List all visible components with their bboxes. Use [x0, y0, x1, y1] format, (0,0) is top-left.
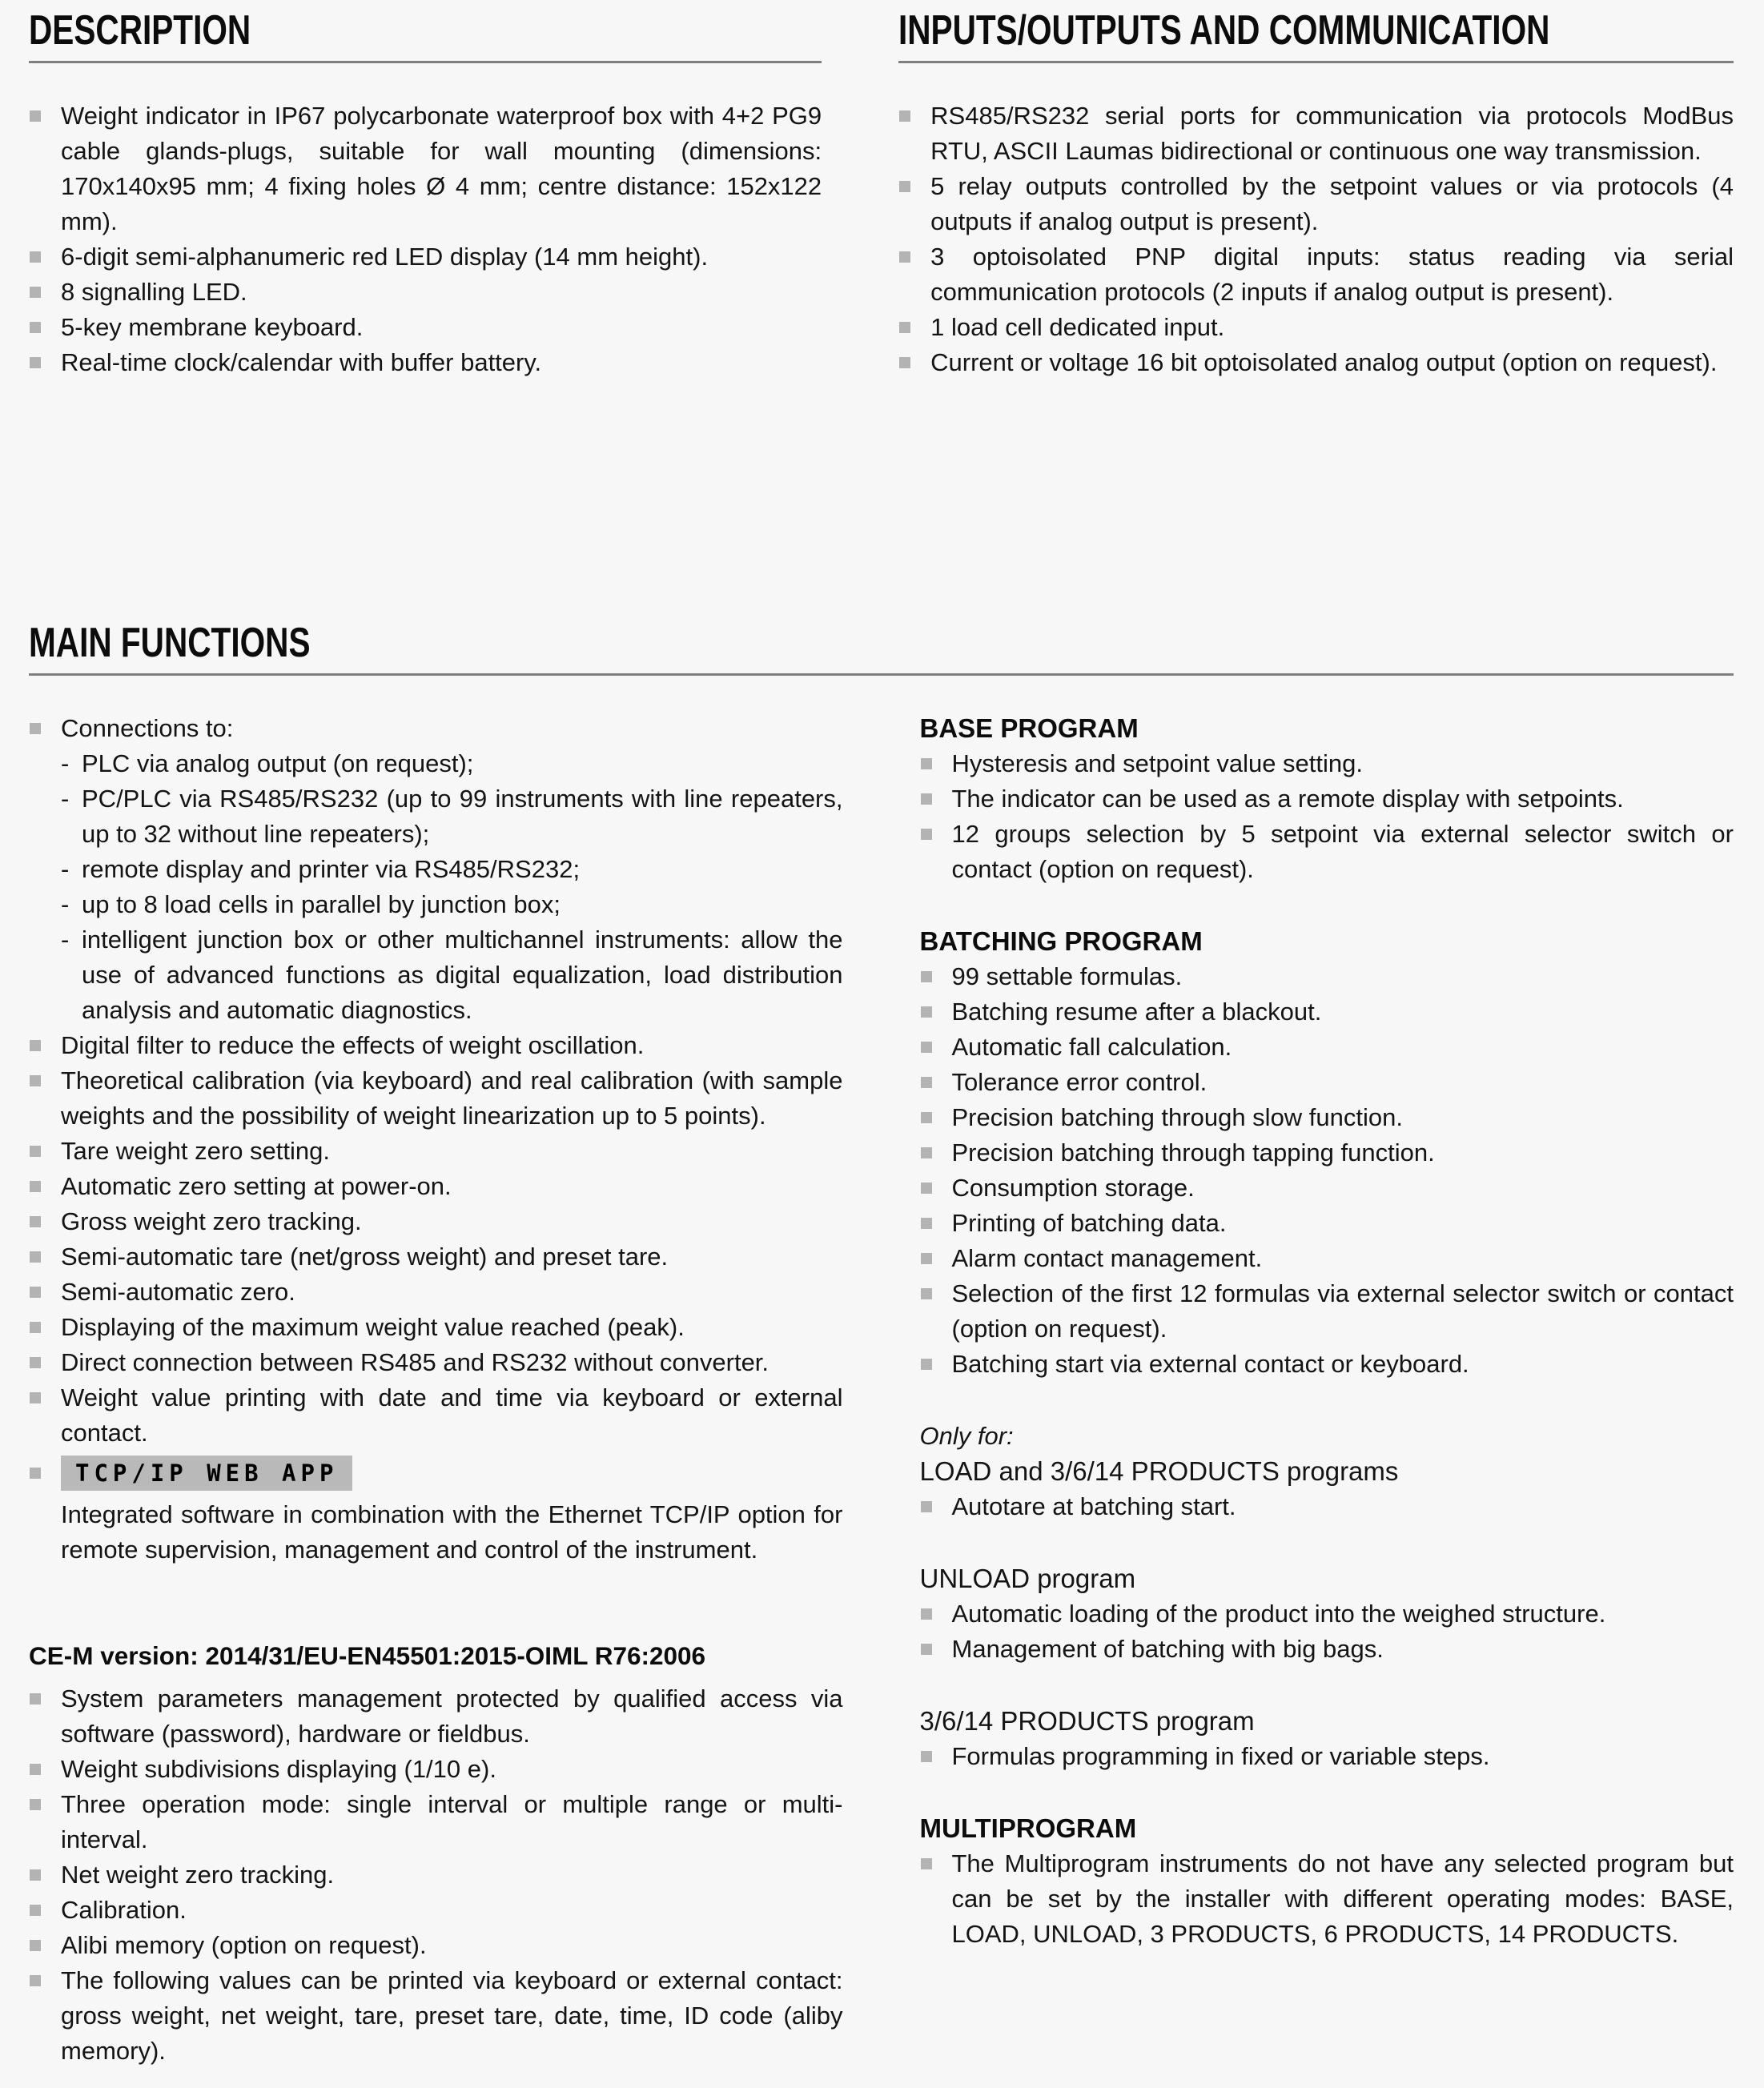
description-list	[29, 98, 822, 380]
item-text: Real-time clock/calendar with buffer battery.	[61, 348, 542, 376]
list-item	[920, 1206, 1734, 1241]
item-text: Automatic fall calculation.	[951, 1033, 1232, 1061]
item-text: 3 optoisolated PNP digital inputs: status reading via serial communication protocols (2 inputs if analog output is present).	[930, 243, 1734, 306]
sub-list-item	[61, 746, 843, 781]
multiprogram-list	[920, 1846, 1734, 1952]
multiprogram-group	[920, 1811, 1734, 1952]
unload-program-title: UNLOAD program	[919, 1564, 1136, 1593]
bullet-square-icon	[30, 723, 41, 734]
bullet-square-icon	[921, 1218, 932, 1229]
item-text: Current or voltage 16 bit optoisolated analog output (option on request).	[930, 348, 1718, 376]
bullet-square-icon	[30, 1146, 41, 1157]
bullet-square-icon	[899, 251, 910, 263]
item-text: PLC via analog output (on request);	[82, 749, 474, 777]
bullet-square-icon	[921, 758, 932, 769]
item-text: 6-digit semi-alphanumeric red LED display (14 mm height).	[61, 243, 709, 271]
bullet-square-icon	[921, 829, 932, 840]
bullet-square-icon	[30, 1975, 41, 1986]
item-text: Three operation mode: single interval or multiple range or multi-interval.	[61, 1790, 843, 1853]
item-text: Semi-automatic zero.	[61, 1278, 295, 1306]
io-column	[898, 8, 1734, 380]
item-text: Integrated software in combination with the Ethernet TCP/IP option for remote supervision, management and control of the instrument.	[61, 1500, 843, 1564]
bullet-square-icon	[921, 1077, 932, 1088]
unload-program-group	[920, 1561, 1734, 1667]
base-program-title: BASE PROGRAM	[919, 713, 1139, 743]
batching-program-list	[920, 959, 1734, 1382]
bullet-square-icon	[899, 181, 910, 192]
list-item-webapp	[29, 1456, 843, 1568]
item-text: Weight subdivisions displaying (1/10 e).	[61, 1755, 496, 1783]
products-program-list	[920, 1739, 1734, 1774]
list-item	[29, 1028, 843, 1063]
bullet-square-icon	[921, 1147, 932, 1158]
item-text: Displaying of the maximum weight value reached (peak).	[61, 1313, 685, 1341]
list-item	[920, 1347, 1734, 1382]
list-item	[920, 1846, 1734, 1952]
list-item	[920, 1276, 1734, 1347]
bullet-square-icon	[30, 1287, 41, 1298]
bullet-square-icon	[921, 1858, 932, 1869]
main-functions-left-column	[29, 711, 843, 2069]
main-functions-columns	[29, 711, 1734, 2069]
io-list	[898, 98, 1734, 380]
item-text: Precision batching through tapping function.	[951, 1138, 1435, 1166]
item-text: Formulas programming in fixed or variable steps.	[951, 1742, 1490, 1770]
bullet-square-icon	[30, 1468, 41, 1479]
list-item	[29, 1380, 843, 1451]
products-program-group	[920, 1704, 1734, 1774]
list-item	[920, 1170, 1734, 1206]
bullet-square-icon	[30, 1940, 41, 1951]
list-item	[920, 959, 1734, 994]
main-functions-list	[29, 711, 843, 1568]
item-text: 8 signalling LED.	[61, 278, 247, 306]
item-text: System parameters management protected by qualified access via software (password), hardware or fieldbus.	[61, 1684, 843, 1748]
bullet-square-icon	[899, 357, 910, 368]
only-for-list	[920, 1489, 1734, 1524]
item-text: intelligent junction box or other multichannel instruments: allow the use of advanced functions as digital equalization, load distribution analysis and automatic diagnostics.	[82, 926, 843, 1024]
item-text: Batching start via external contact or keyboard.	[951, 1350, 1469, 1378]
list-item	[920, 1596, 1734, 1632]
bullet-square-icon	[30, 251, 41, 263]
bullet-square-icon	[30, 357, 41, 368]
item-text: Semi-automatic tare (net/gross weight) and preset tare.	[61, 1243, 669, 1271]
list-item	[898, 169, 1734, 239]
list-item	[920, 1030, 1734, 1065]
item-text: 5-key membrane keyboard.	[61, 313, 364, 341]
bullet-square-icon	[921, 1608, 932, 1620]
bullet-square-icon	[30, 287, 41, 298]
list-item	[29, 1134, 843, 1169]
list-item	[920, 746, 1734, 781]
item-text: PC/PLC via RS485/RS232 (up to 99 instruments with line repeaters, up to 32 without line repeaters);	[82, 785, 843, 848]
list-item	[898, 98, 1734, 169]
description-column	[29, 8, 822, 380]
list-item	[29, 1345, 843, 1380]
item-text: remote display and printer via RS485/RS232;	[82, 855, 581, 883]
bullet-square-icon	[921, 793, 932, 805]
sub-list-item	[61, 852, 843, 887]
item-text: Theoretical calibration (via keyboard) and real calibration (with sample weights and the possibility of weight linearization up to 5 points).	[61, 1066, 843, 1130]
list-item	[29, 98, 822, 239]
base-program-group	[920, 711, 1734, 887]
base-program-list	[920, 746, 1734, 887]
bullet-square-icon	[30, 1322, 41, 1333]
list-item	[29, 239, 822, 275]
list-item	[920, 1489, 1734, 1524]
item-text: Calibration.	[61, 1896, 187, 1924]
bullet-square-icon	[30, 1869, 41, 1881]
only-for-group	[920, 1419, 1734, 1524]
bullet-square-icon	[921, 1751, 932, 1762]
item-text: Hysteresis and setpoint value setting.	[951, 749, 1363, 777]
list-item	[29, 1681, 843, 1752]
list-item	[29, 1752, 843, 1787]
top-section	[29, 8, 1734, 380]
main-functions-right-column	[920, 711, 1734, 2069]
item-text: Direct connection between RS485 and RS232 without converter.	[61, 1348, 769, 1376]
tcpip-webapp-badge: TCP/IP WEB APP	[61, 1456, 352, 1491]
item-text: 5 relay outputs controlled by the setpoint values or via protocols (4 outputs if analog output is present).	[930, 172, 1734, 235]
item-text: Automatic zero setting at power-on.	[61, 1172, 452, 1200]
bullet-square-icon	[30, 322, 41, 333]
item-text: Alibi memory (option on request).	[61, 1931, 427, 1959]
sub-list-item	[61, 887, 843, 922]
list-item	[29, 345, 822, 380]
section-title-io: INPUTS/OUTPUTS AND COMMUNICATION	[898, 7, 1550, 54]
item-text: The Multiprogram instruments do not have any selected program but can be set by the installer with different operating modes: BASE, LOAD, UNLOAD, 3 PRODUCTS, 6 PRODUCTS, 14 PRODUCTS.	[951, 1849, 1734, 1948]
item-text: RS485/RS232 serial ports for communication via protocols ModBus RTU, ASCII Laumas bidirectional or continuous one way transmission.	[930, 102, 1734, 165]
item-text: Gross weight zero tracking.	[61, 1207, 362, 1235]
bullet-square-icon	[30, 1693, 41, 1705]
item-text: The following values can be printed via keyboard or external contact: gross weight, net weight, tare, preset tare, date, time, ID code (aliby memory).	[61, 1966, 843, 2065]
item-text: 1 load cell dedicated input.	[930, 313, 1225, 341]
bullet-square-icon	[899, 322, 910, 333]
item-text: Net weight zero tracking.	[61, 1861, 335, 1889]
list-item	[920, 1065, 1734, 1100]
item-text: 99 settable formulas.	[951, 962, 1183, 990]
list-item	[29, 1928, 843, 1963]
bullet-square-icon	[899, 110, 910, 122]
item-text: Precision batching through slow function.	[951, 1103, 1403, 1131]
item-text: Autotare at batching start.	[951, 1492, 1236, 1520]
bullet-square-icon	[921, 1253, 932, 1264]
list-item	[29, 1857, 843, 1893]
item-text: Digital filter to reduce the effects of weight oscillation.	[61, 1031, 645, 1059]
bullet-square-icon	[921, 1359, 932, 1370]
bullet-square-icon	[921, 1042, 932, 1053]
divider	[898, 61, 1734, 63]
list-item	[29, 275, 822, 310]
list-item	[29, 1204, 843, 1239]
list-item	[920, 781, 1734, 817]
multiprogram-title: MULTIPROGRAM	[919, 1813, 1137, 1843]
list-item	[29, 711, 843, 1028]
list-item	[29, 1963, 843, 2069]
io-content	[898, 98, 1734, 380]
bullet-square-icon	[921, 1006, 932, 1018]
bullet-square-icon	[921, 971, 932, 982]
only-for-title: LOAD and 3/6/14 PRODUCTS programs	[919, 1456, 1399, 1486]
section-title-main-functions: MAIN FUNCTIONS	[29, 620, 311, 666]
list-item	[29, 1310, 843, 1345]
bullet-square-icon	[30, 1251, 41, 1263]
item-text: Automatic loading of the product into the weighed structure.	[951, 1600, 1606, 1628]
list-item	[29, 1275, 843, 1310]
main-functions-section	[29, 620, 1734, 2069]
item-text: Alarm contact management.	[951, 1244, 1263, 1272]
list-item	[920, 817, 1734, 887]
sub-list-item	[61, 922, 843, 1028]
list-item	[920, 1632, 1734, 1667]
bullet-square-icon	[921, 1644, 932, 1655]
item-text: Batching resume after a blackout.	[951, 998, 1322, 1026]
section-title-description: DESCRIPTION	[29, 7, 251, 54]
item-text: Connections to:	[61, 714, 234, 742]
bullet-square-icon	[30, 1392, 41, 1403]
list-item	[29, 1893, 843, 1928]
bullet-square-icon	[30, 1905, 41, 1916]
list-item	[29, 1063, 843, 1134]
bullet-square-icon	[30, 1181, 41, 1192]
products-program-title: 3/6/14 PRODUCTS program	[919, 1706, 1255, 1736]
item-text: The indicator can be used as a remote display with setpoints.	[951, 785, 1624, 813]
bullet-square-icon	[921, 1183, 932, 1194]
bullet-square-icon	[921, 1112, 932, 1123]
list-item	[920, 1100, 1734, 1135]
bullet-square-icon	[30, 1357, 41, 1368]
connections-sublist	[29, 746, 843, 1028]
divider	[29, 673, 1734, 676]
list-item	[920, 994, 1734, 1030]
item-text: up to 8 load cells in parallel by junction box;	[82, 890, 561, 918]
list-item	[920, 1241, 1734, 1276]
bullet-square-icon	[30, 1040, 41, 1051]
list-item	[898, 239, 1734, 310]
item-text: Selection of the first 12 formulas via external selector switch or contact (option on request).	[951, 1279, 1734, 1343]
item-text: 12 groups selection by 5 setpoint via external selector switch or contact (option on request).	[951, 820, 1734, 883]
list-item	[898, 310, 1734, 345]
batching-program-group	[920, 924, 1734, 1382]
item-text: Tare weight zero setting.	[61, 1137, 331, 1165]
unload-program-list	[920, 1596, 1734, 1667]
item-text: Tolerance error control.	[951, 1068, 1207, 1096]
item-text: Printing of batching data.	[951, 1209, 1227, 1237]
divider	[29, 61, 822, 63]
list-item	[898, 345, 1734, 380]
cem-version-title: CE-M version: 2014/31/EU-EN45501:2015-OIML R76:2006	[29, 1641, 706, 1670]
bullet-square-icon	[30, 110, 41, 122]
item-text: Management of batching with big bags.	[951, 1635, 1384, 1663]
list-item	[920, 1739, 1734, 1774]
item-text: Consumption storage.	[951, 1174, 1195, 1202]
batching-program-title: BATCHING PROGRAM	[919, 926, 1203, 956]
badge-row	[61, 1456, 843, 1491]
cem-list	[29, 1681, 843, 2069]
list-item	[29, 1787, 843, 1857]
list-item	[920, 1135, 1734, 1170]
bullet-square-icon	[30, 1216, 41, 1227]
list-item	[29, 1169, 843, 1204]
list-item	[29, 310, 822, 345]
bullet-square-icon	[30, 1075, 41, 1086]
list-item	[29, 1239, 843, 1275]
bullet-square-icon	[30, 1764, 41, 1775]
bullet-square-icon	[30, 1799, 41, 1810]
item-text: Weight indicator in IP67 polycarbonate waterproof box with 4+2 PG9 cable glands-plugs, suitable for wall mounting (dimensions: 170x140x95 mm; 4 fixing holes Ø 4 mm; centre distance: 152x122 mm).	[61, 102, 822, 235]
description-content	[29, 98, 822, 380]
only-for-label: Only for:	[919, 1422, 1014, 1450]
bullet-square-icon	[921, 1501, 932, 1512]
item-text: Weight value printing with date and time via keyboard or external contact.	[61, 1383, 843, 1447]
sub-list-item	[61, 781, 843, 852]
bullet-square-icon	[921, 1288, 932, 1299]
